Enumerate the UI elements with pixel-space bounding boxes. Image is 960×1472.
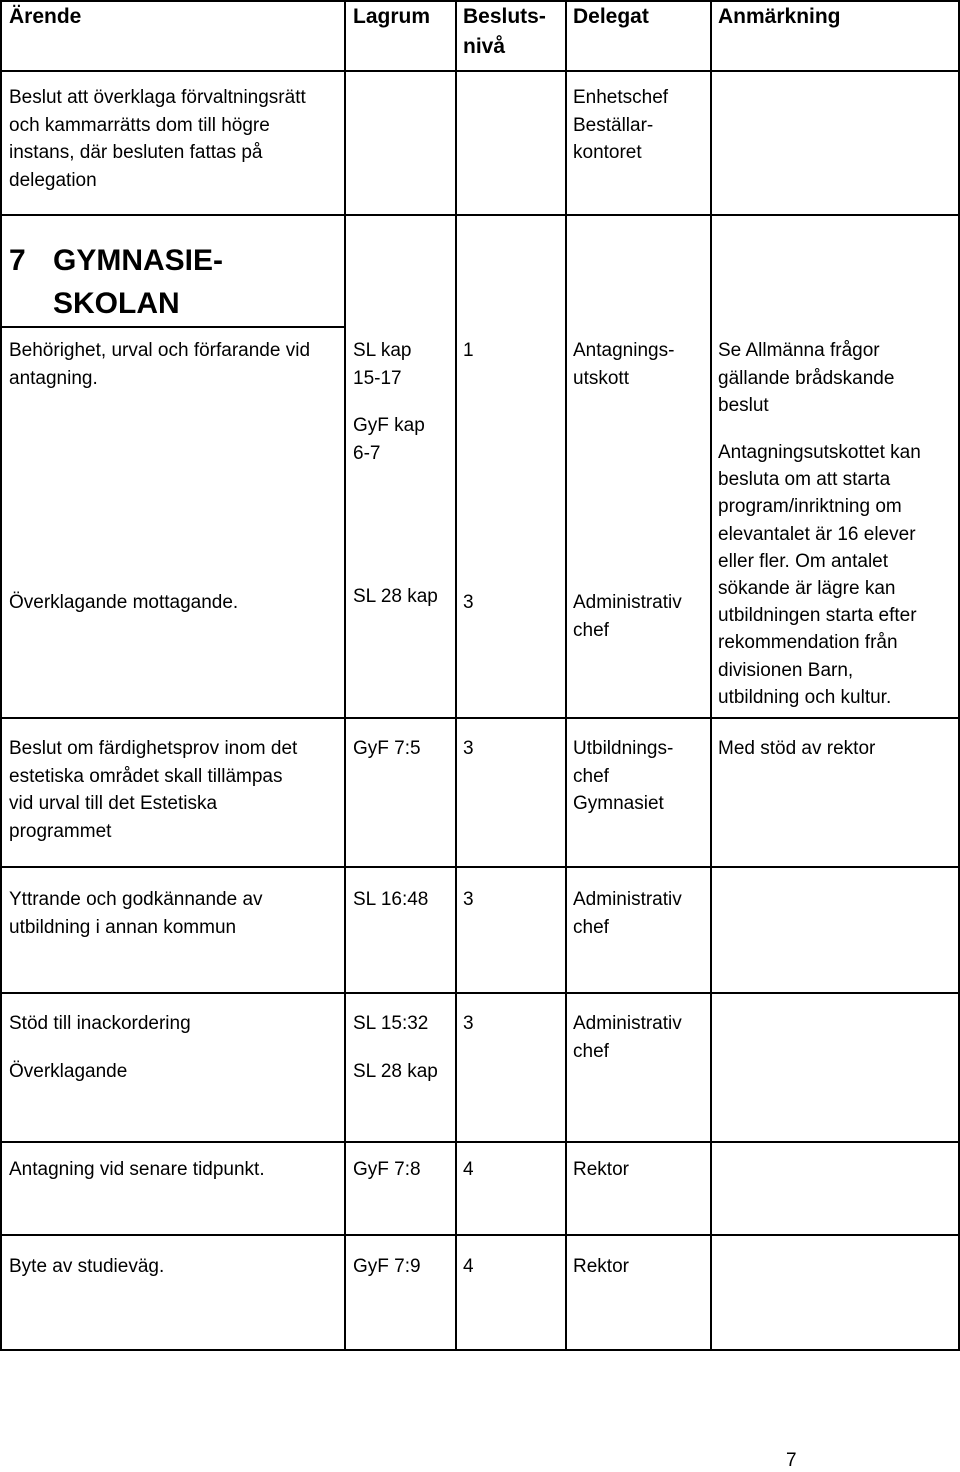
row4-arende-line: Yttrande och godkännande av (9, 889, 263, 910)
row3-delegat-line: chef (573, 765, 609, 787)
row2-arende-line: antagning. (9, 367, 98, 389)
row5-arende-line: Överklagande (9, 1061, 128, 1082)
row7-niva: 4 (463, 1256, 474, 1277)
row2-anm-line: eller fler. Om antalet (718, 550, 889, 572)
row2-delegat-line: Administrativ (573, 592, 682, 613)
header-lagrum: Lagrum (353, 5, 431, 28)
grid-line (0, 1349, 960, 1351)
row2-arende-line: Behörighet, urval och förfarande vid (9, 340, 311, 361)
grid-line (0, 1141, 960, 1143)
row1-arende-line: instans, där besluten fattas på (9, 142, 263, 163)
grid-line (455, 0, 457, 1351)
row2-delegat-line: utskott (573, 367, 629, 389)
row3-delegat-line: Utbildnings- (573, 738, 674, 759)
row2-lagrum-line: SL kap (353, 340, 412, 361)
row2-lagrum-line: GyF kap (353, 415, 425, 436)
row3-arende-line: estetiska området skall tillämpas (9, 765, 283, 787)
row2-anm-line: utbildning och kultur. (718, 686, 892, 708)
row5-delegat-line: Administrativ (573, 1013, 682, 1034)
row1-delegat-line: Beställar- (573, 114, 654, 136)
row3-delegat-line: Gymnasiet (573, 793, 664, 814)
row3-arende-line: programmet (9, 820, 112, 842)
grid-line (0, 0, 2, 1351)
section-number: 7 (9, 244, 26, 277)
row2-anm-line: utbildningen starta efter (718, 605, 917, 627)
row2-lagrum-line: 6-7 (353, 442, 381, 464)
row2-anm-line: Antagningsutskottet kan (718, 442, 921, 463)
row3-arende-line: vid urval till det Estetiska (9, 793, 218, 814)
row1-arende-line: Beslut att överklaga förvaltningsrätt (9, 87, 306, 108)
row4-lagrum: SL 16:48 (353, 889, 429, 910)
grid-line (0, 866, 960, 868)
row3-niva: 3 (463, 738, 474, 759)
row1-arende-line: delegation (9, 169, 97, 191)
row6-niva: 4 (463, 1159, 474, 1180)
row2-lagrum-line: SL 28 kap (353, 586, 438, 607)
row2-delegat-line: Antagnings- (573, 340, 675, 361)
section-title-line2: SKOLAN (53, 287, 180, 320)
row5-niva: 3 (463, 1013, 474, 1034)
row4-arende-line: utbildning i annan kommun (9, 916, 237, 938)
row1-delegat-line: kontoret (573, 142, 642, 163)
section-title-line1: GYMNASIE- (53, 244, 224, 277)
row2-delegat-line: chef (573, 619, 609, 641)
row1-delegat-line: Enhetschef (573, 87, 669, 108)
row2-anm-line: rekommendation från (718, 632, 898, 654)
row7-lagrum: GyF 7:9 (353, 1256, 421, 1277)
grid-line (565, 0, 567, 1351)
row2-arende-overklagande: Överklagande mottagande. (9, 592, 239, 613)
row3-anm: Med stöd av rektor (718, 738, 876, 759)
row2-anm-line: gällande brådskande (718, 367, 895, 389)
row2-anm-line: elevantalet är 16 elever (718, 523, 916, 545)
row2-lagrum-line: 15-17 (353, 367, 402, 389)
row4-delegat-line: Administrativ (573, 889, 682, 910)
row2-anm-line: program/inriktning om (718, 496, 902, 518)
row2-niva: 1 (463, 340, 474, 361)
grid-line (0, 70, 960, 72)
grid-line (0, 992, 960, 994)
row2-anm-line: besluta om att starta (718, 469, 891, 491)
header-anmarkning: Anmärkning (718, 5, 841, 28)
grid-line (0, 1234, 960, 1236)
page-number: 7 (786, 1450, 797, 1471)
row1-arende-line: och kammarrätts dom till högre (9, 114, 270, 136)
row2-anm-line: divisionen Barn, (718, 659, 854, 681)
row6-lagrum: GyF 7:8 (353, 1159, 421, 1180)
row3-arende-line: Beslut om färdighetsprov inom det (9, 738, 298, 759)
row7-arende: Byte av studieväg. (9, 1256, 165, 1277)
row2-anm-line: sökande är lägre kan (718, 578, 896, 599)
header-arende: Ärende (9, 5, 82, 28)
row6-arende: Antagning vid senare tidpunkt. (9, 1159, 265, 1180)
row2-niva: 3 (463, 592, 474, 613)
grid-line (710, 0, 712, 1351)
header-beslutsniva-line1: Besluts- (463, 5, 546, 28)
grid-line (0, 717, 960, 719)
row2-anm-line: Se Allmänna frågor (718, 340, 880, 361)
row2-anm-line: beslut (718, 395, 769, 416)
row4-niva: 3 (463, 889, 474, 910)
header-delegat: Delegat (573, 5, 649, 28)
row5-lagrum-line: SL 15:32 (353, 1013, 429, 1034)
row6-delegat: Rektor (573, 1159, 629, 1180)
grid-line (344, 0, 346, 1351)
row4-delegat-line: chef (573, 916, 609, 938)
header-beslutsniva-line2: nivå (463, 35, 506, 58)
grid-line (0, 326, 346, 328)
row5-arende-line: Stöd till inackordering (9, 1013, 191, 1034)
row3-lagrum: GyF 7:5 (353, 738, 421, 759)
row5-delegat-line: chef (573, 1040, 609, 1062)
grid-line (0, 214, 960, 216)
row5-lagrum-line: SL 28 kap (353, 1061, 438, 1082)
row7-delegat: Rektor (573, 1256, 629, 1277)
